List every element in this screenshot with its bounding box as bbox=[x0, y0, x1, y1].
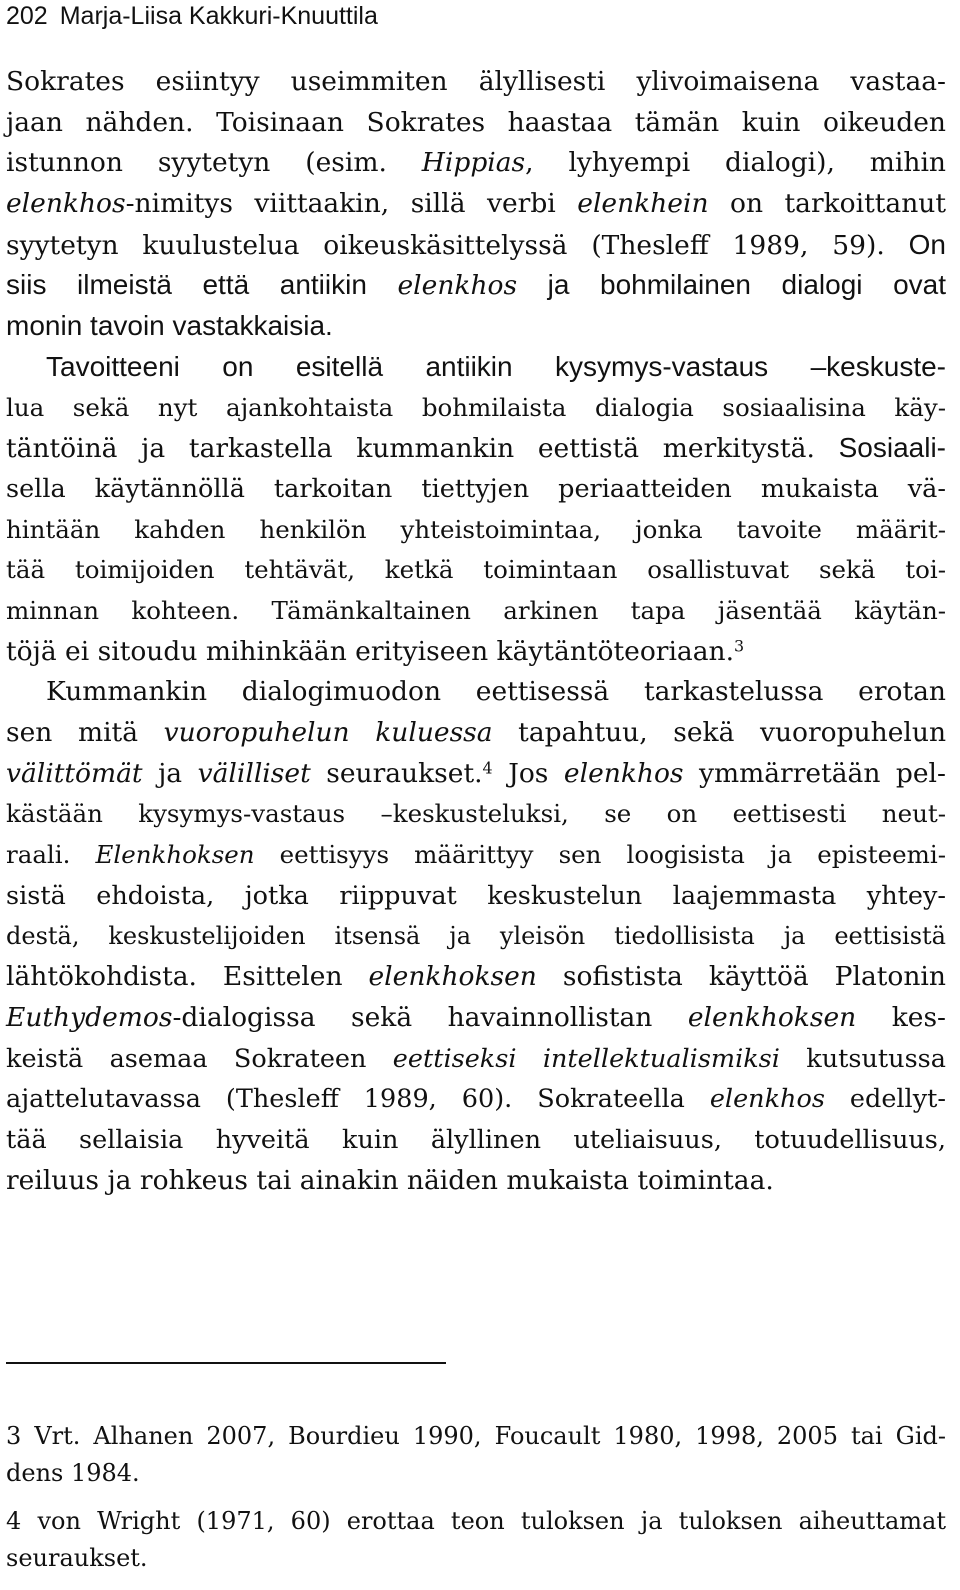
text-line: lua sekä nyt ajankohtaista bohmilaista dialogia sosiaalisina käy- bbox=[6, 392, 946, 422]
text-line: monin tavoin vastakkaisia. bbox=[6, 310, 333, 342]
italic-term: välilliset bbox=[197, 757, 311, 789]
text-line: ajattelutavassa (Thesleff 1989, 60). Sokrateella elenkhos edellyt- bbox=[6, 1084, 946, 1115]
italic-term: eettiseksi intellektualismiksi bbox=[392, 1043, 780, 1074]
italic-term: elenkhoksen bbox=[687, 1001, 857, 1033]
text-line: töjä ei sitoudu mihinkään erityiseen käytäntöteoriaan.$^3$ bbox=[6, 635, 745, 667]
text-line: Tavoitteeni on esitellä antiikin kysymys-vastaus –keskuste- bbox=[46, 350, 946, 382]
text-line: tää toimijoiden tehtävät, ketkä toimintaan osallistuvat sekä toi- bbox=[6, 555, 946, 585]
footnotes bbox=[6, 1418, 946, 1576]
text-line: istunnon syytetyn (esim. Hippias, lyhyempi dialogi), mihin bbox=[6, 147, 946, 179]
text-line: välittömät ja välilliset seuraukset.$^4$ Jos elenkhos ymmärretään pel- bbox=[6, 757, 946, 789]
text-line: siis ilmeistä että antiikin elenkhos ja bohmilainen dialogi ovat bbox=[6, 269, 946, 302]
italic-term: Euthydemos bbox=[6, 1001, 173, 1033]
italic-term: Elenkhoksen bbox=[95, 840, 255, 870]
footnote-ref: 3 bbox=[734, 635, 745, 655]
italic-term: vuoropuhelun kuluessa bbox=[163, 717, 493, 748]
text-line: tää sellaisia hyveitä kuin älyllinen uteliaisuus, totuudellisuus, bbox=[6, 1124, 946, 1155]
text-line: sistä ehdoista, jotka riippuvat keskustelun laajemmasta yhtey- bbox=[6, 880, 946, 911]
footnote-3-cont: dens 1984. bbox=[6, 1458, 140, 1487]
page-number: 202 bbox=[6, 2, 48, 30]
text-line: elenkhos-nimitys viittaakin, sillä verbi elenkhein on tarkoittanut bbox=[6, 188, 946, 220]
italic-term: elenkhein bbox=[577, 188, 709, 220]
text-line: täntöinä ja tarkastella kummankin eettistä merkitystä. Sosiaali- bbox=[6, 432, 946, 465]
text-line: sella käytännöllä tarkoitan tiettyjen periaatteiden mukaista vä- bbox=[6, 473, 946, 504]
text-line: reiluus ja rohkeus tai ainakin näiden mukaista toimintaa. bbox=[6, 1164, 774, 1196]
text-line: destä, keskustelijoiden itsensä ja yleisön tiedollisista ja eettisistä bbox=[6, 922, 946, 951]
text-line: lähtökohdista. Esittelen elenkhoksen sofistista käyttöä Platonin bbox=[6, 961, 946, 993]
italic-term: elenkhos bbox=[563, 757, 684, 789]
text-line: Kummankin dialogimuodon eettisessä tarkastelussa erotan bbox=[46, 676, 946, 708]
footnote-4-cont: seuraukset. bbox=[6, 1543, 148, 1572]
text-line: Sokrates esiintyy useimmiten älyllisesti ylivoimaisena vastaa- bbox=[6, 66, 946, 97]
text-line: jaan nähden. Toisinaan Sokrates haastaa tämän kuin oikeuden bbox=[6, 106, 946, 138]
text-line: keistä asemaa Sokrateen eettiseksi intellektualismiksi kutsutussa bbox=[6, 1043, 946, 1074]
footnote-3: 3 Vrt. Alhanen 2007, Bourdieu 1990, Foucault 1980, 1998, 2005 tai Gid- bbox=[6, 1422, 946, 1450]
footnote-ref: 4 bbox=[482, 757, 493, 777]
text-line: syytetyn kuulustelua oikeuskäsittelyssä (Thesleff 1989, 59). On bbox=[6, 228, 946, 261]
text-line: Euthydemos-dialogissa sekä havainnollistan elenkhoksen kes- bbox=[6, 1001, 946, 1033]
italic-term: elenkhos bbox=[6, 188, 126, 220]
italic-term: välittömät bbox=[6, 757, 143, 789]
footnote-4: 4 von Wright (1971, 60) erottaa teon tuloksen ja tuloksen aiheuttamat bbox=[6, 1507, 946, 1535]
text-line: sen mitä vuoropuhelun kuluessa tapahtuu, sekä vuoropuhelun bbox=[6, 717, 947, 748]
text-line: minnan kohteen. Tämänkaltainen arkinen tapa jäsentää käytän- bbox=[6, 595, 946, 625]
footnote-divider bbox=[6, 1362, 446, 1364]
author-name: Marja-Liisa Kakkuri-Knuuttila bbox=[59, 2, 378, 30]
italic-term: Hippias bbox=[421, 147, 526, 179]
italic-term: elenkhos bbox=[397, 270, 518, 302]
footnote-mark: 4 bbox=[6, 1507, 22, 1535]
body-text bbox=[6, 62, 946, 1201]
text-line: raali. Elenkhoksen eettisyys määrittyy sen loogisista ja episteemi- bbox=[6, 840, 946, 870]
text-line: kästään kysymys-vastaus –keskusteluksi, se on eettisesti neut- bbox=[6, 799, 946, 829]
italic-term: elenkhoksen bbox=[368, 961, 537, 993]
italic-term: elenkhos bbox=[709, 1084, 825, 1115]
footnote-mark: 3 bbox=[6, 1422, 22, 1450]
running-header bbox=[6, 0, 378, 32]
text-line: hintään kahden henkilön yhteistoimintaa, jonka tavoite määrit- bbox=[6, 514, 946, 544]
